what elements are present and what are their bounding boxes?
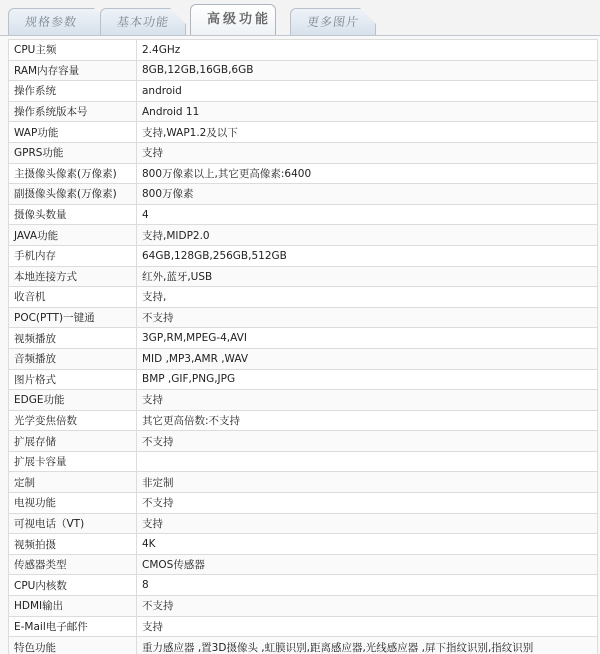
table-row [9,245,598,266]
table-row [9,184,598,205]
spec-value: 支持,MIDP2.0 [137,225,598,246]
spec-value: 支持,WAP1.2及以下 [137,122,598,143]
spec-key: EDGE功能 [9,390,137,411]
table-row [9,493,598,514]
spec-key: 可视电话（VT) [9,513,137,534]
spec-key: 电视功能 [9,493,137,514]
spec-value: android [137,81,598,102]
spec-key: POC(PTT)一键通 [9,307,137,328]
spec-value: 2.4GHz [137,40,598,61]
table-row [9,431,598,452]
tab-specs[interactable] [8,8,110,35]
spec-value: BMP ,GIF,PNG,JPG [137,369,598,390]
spec-value: 支持 [137,616,598,637]
table-row [9,307,598,328]
spec-value: CMOS传感器 [137,554,598,575]
spec-value: 支持, [137,287,598,308]
spec-key: 扩展存储 [9,431,137,452]
tab-fold-corner [170,8,186,24]
tab-more-images[interactable] [290,8,376,35]
table-row [9,390,598,411]
spec-value: 不支持 [137,596,598,617]
table-row [9,348,598,369]
tab-more-images-label: 更多图片 [306,15,360,29]
spec-value: Android 11 [137,101,598,122]
spec-key: 定制 [9,472,137,493]
table-row [9,122,598,143]
spec-value: MID ,MP3,AMR ,WAV [137,348,598,369]
spec-value: 支持 [137,142,598,163]
spec-key: 收音机 [9,287,137,308]
spec-value: 支持 [137,390,598,411]
spec-key: WAP功能 [9,122,137,143]
table-row [9,204,598,225]
spec-key: GPRS功能 [9,142,137,163]
spec-value: 800万像素 [137,184,598,205]
table-row [9,266,598,287]
spec-value: 3GP,RM,MPEG-4,AVI [137,328,598,349]
spec-key: 主摄像头像素(万像素) [9,163,137,184]
tab-advanced-features[interactable] [190,4,276,36]
table-row [9,637,598,654]
tab-basic-features-label: 基本功能 [116,15,170,29]
tab-fold-corner [360,8,376,24]
spec-key: 副摄像头像素(万像素) [9,184,137,205]
table-row [9,369,598,390]
tab-specs-label: 规格参数 [24,15,78,29]
table-row [9,142,598,163]
spec-value: 不支持 [137,431,598,452]
table-row [9,101,598,122]
spec-value: 红外,蓝牙,USB [137,266,598,287]
spec-key: 音频播放 [9,348,137,369]
spec-value: 64GB,128GB,256GB,512GB [137,245,598,266]
table-row [9,60,598,81]
spec-value: 支持 [137,513,598,534]
spec-key: 本地连接方式 [9,266,137,287]
spec-value: 重力感应器 ,置3D摄像头 ,虹膜识别,距离感应器,光线感应器 ,屏下指纹识别,指纹识别 [137,637,598,654]
spec-key: 图片格式 [9,369,137,390]
spec-key: CPU内核数 [9,575,137,596]
spec-key: 手机内存 [9,245,137,266]
spec-key: CPU主频 [9,40,137,61]
spec-key: 摄像头数量 [9,204,137,225]
spec-key: 操作系统 [9,81,137,102]
spec-key: 光学变焦倍数 [9,410,137,431]
spec-value: 其它更高倍数:不支持 [137,410,598,431]
spec-value: 8 [137,575,598,596]
table-row [9,534,598,555]
table-row [9,513,598,534]
table-row [9,225,598,246]
table-row [9,81,598,102]
spec-value: 8GB,12GB,16GB,6GB [137,60,598,81]
table-row [9,328,598,349]
table-row [9,575,598,596]
spec-key: JAVA功能 [9,225,137,246]
spec-key: 操作系统版本号 [9,101,137,122]
spec-key: E-Mail电子邮件 [9,616,137,637]
table-row [9,596,598,617]
spec-table-body [9,40,598,654]
spec-value: 不支持 [137,493,598,514]
spec-value: 不支持 [137,307,598,328]
tab-advanced-features-label: 高级功能 [207,12,272,27]
spec-value [137,451,598,472]
table-row [9,40,598,61]
spec-key: 视频拍摄 [9,534,137,555]
tab-bar-divider [0,35,600,36]
spec-value: 800万像素以上,其它更高像素:6400 [137,163,598,184]
table-row [9,287,598,308]
spec-value: 非定制 [137,472,598,493]
spec-value: 4K [137,534,598,555]
spec-value: 4 [137,204,598,225]
table-row [9,616,598,637]
spec-key: 特色功能 [9,637,137,654]
table-row [9,451,598,472]
spec-key: HDMI输出 [9,596,137,617]
table-row [9,472,598,493]
tab-bar [0,0,600,36]
table-row [9,410,598,431]
table-row [9,163,598,184]
spec-table [8,39,598,654]
spec-key: 扩展卡容量 [9,451,137,472]
spec-key: RAM内存容量 [9,60,137,81]
table-row [9,554,598,575]
spec-key: 传感器类型 [9,554,137,575]
tab-basic-features[interactable] [100,8,186,35]
spec-key: 视频播放 [9,328,137,349]
